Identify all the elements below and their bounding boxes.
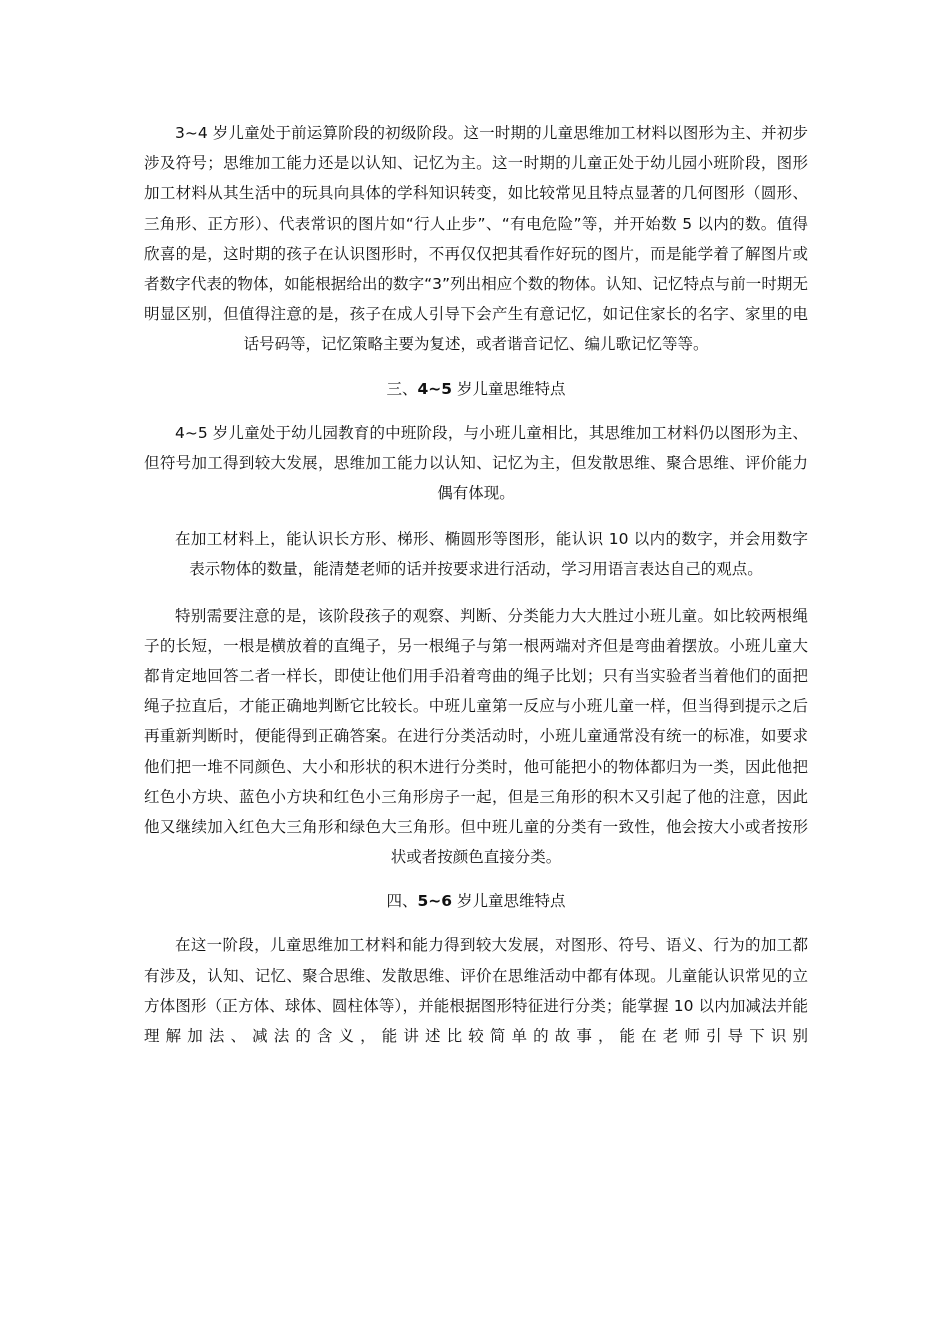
heading-prefix: 四、 (386, 892, 418, 911)
heading-prefix: 三、 (386, 379, 418, 398)
document-page (144, 118, 808, 1051)
paragraph-3-4-years: 3~4 岁儿童处于前运算阶段的初级阶段。这一时期的儿童思维加工材料以图形为主、并初步涉及符号；思维加工能力还是以认知、记忆为主。这一时期的儿童正处于幼儿园小班阶段，图形加工材料从其生活中的玩具向具体的学科知识转变，如比较常见且特点显著的几何图形（圆形、三角形、正方形）、代表常识的图片如“行人止步”、“有电危险”等，并开始数 5 以内的数。值得欣喜的是，这时期的孩子在认识图形时，不再仅仅把其看作好玩的图片，而是能学着了解图片或者数字代表的物体，如能根据给出的数字“3”列出相应个数的物体。认知、记忆特点与前一时期无明显区别，但值得注意的是，孩子在成人引导下会产生有意记忆，如记住家长的名字、家里的电话号码等，记忆策略主要为复述，或者谐音记忆、编儿歌记忆等等。 (144, 124, 808, 354)
paragraph-4-5-materials: 在加工材料上，能认识长方形、梯形、椭圆形等图形，能认识 10 以内的数字，并会用数字表示物体的数量，能清楚老师的话并按要求进行活动，学习用语言表达自己的观点。 (175, 530, 808, 579)
paragraph-4-5-overview: 4~5 岁儿童处于幼儿园教育的中班阶段，与小班儿童相比，其思维加工材料仍以图形为主、但符号加工得到较大发展，思维加工能力以认知、记忆为主，但发散思维、聚合思维、评价能力偶有体现。 (144, 423, 808, 503)
heading-age-range: 4~5 (417, 379, 453, 398)
section-heading-5-6-years (144, 886, 808, 916)
paragraph-5-6-overview: 在这一阶段，儿童思维加工材料和能力得到较大发展，对图形、符号、语义、行为的加工都有涉及，认知、记忆、聚合思维、发散思维、评价在思维活动中都有体现。儿童能认识常见的立方体图形（正方体、球体、圆柱体等），并能根据图形特征进行分类；能掌握 10 以内加减法并能理解加法、减法的含义，能讲述比较简单的故事，能在老师引导下识别 (144, 936, 808, 1046)
heading-suffix: 岁儿童思维特点 (452, 379, 566, 398)
paragraph-4-5-classification: 特别需要注意的是，该阶段孩子的观察、判断、分类能力大大胜过小班儿童。如比较两根绳子的长短，一根是横放着的直绳子，另一根绳子与第一根两端对齐但是弯曲着摆放。小班儿童大都肯定地回答二者一样长，即使让他们用手沿着弯曲的绳子比划；只有当实验者当着他们的面把绳子拉直后，才能正确地判断它比较长。中班儿童第一反应与小班儿童一样，但当得到提示之后再重新判断时，便能得到正确答案。在进行分类活动时，小班儿童通常没有统一的标准，如要求他们把一堆不同颜色、大小和形状的积木进行分类时，他可能把小的物体都归为一类，因此他把红色小方块、蓝色小方块和红色小三角形房子一起，但是三角形的积木又引起了他的注意，因此他又继续加入红色大三角形和绿色大三角形。但中班儿童的分类有一致性，他会按大小或者按形状或者按颜色直接分类。 (144, 606, 808, 867)
heading-age-range: 5~6 (417, 892, 453, 911)
section-heading-4-5-years (144, 374, 808, 404)
heading-suffix: 岁儿童思维特点 (452, 892, 566, 911)
